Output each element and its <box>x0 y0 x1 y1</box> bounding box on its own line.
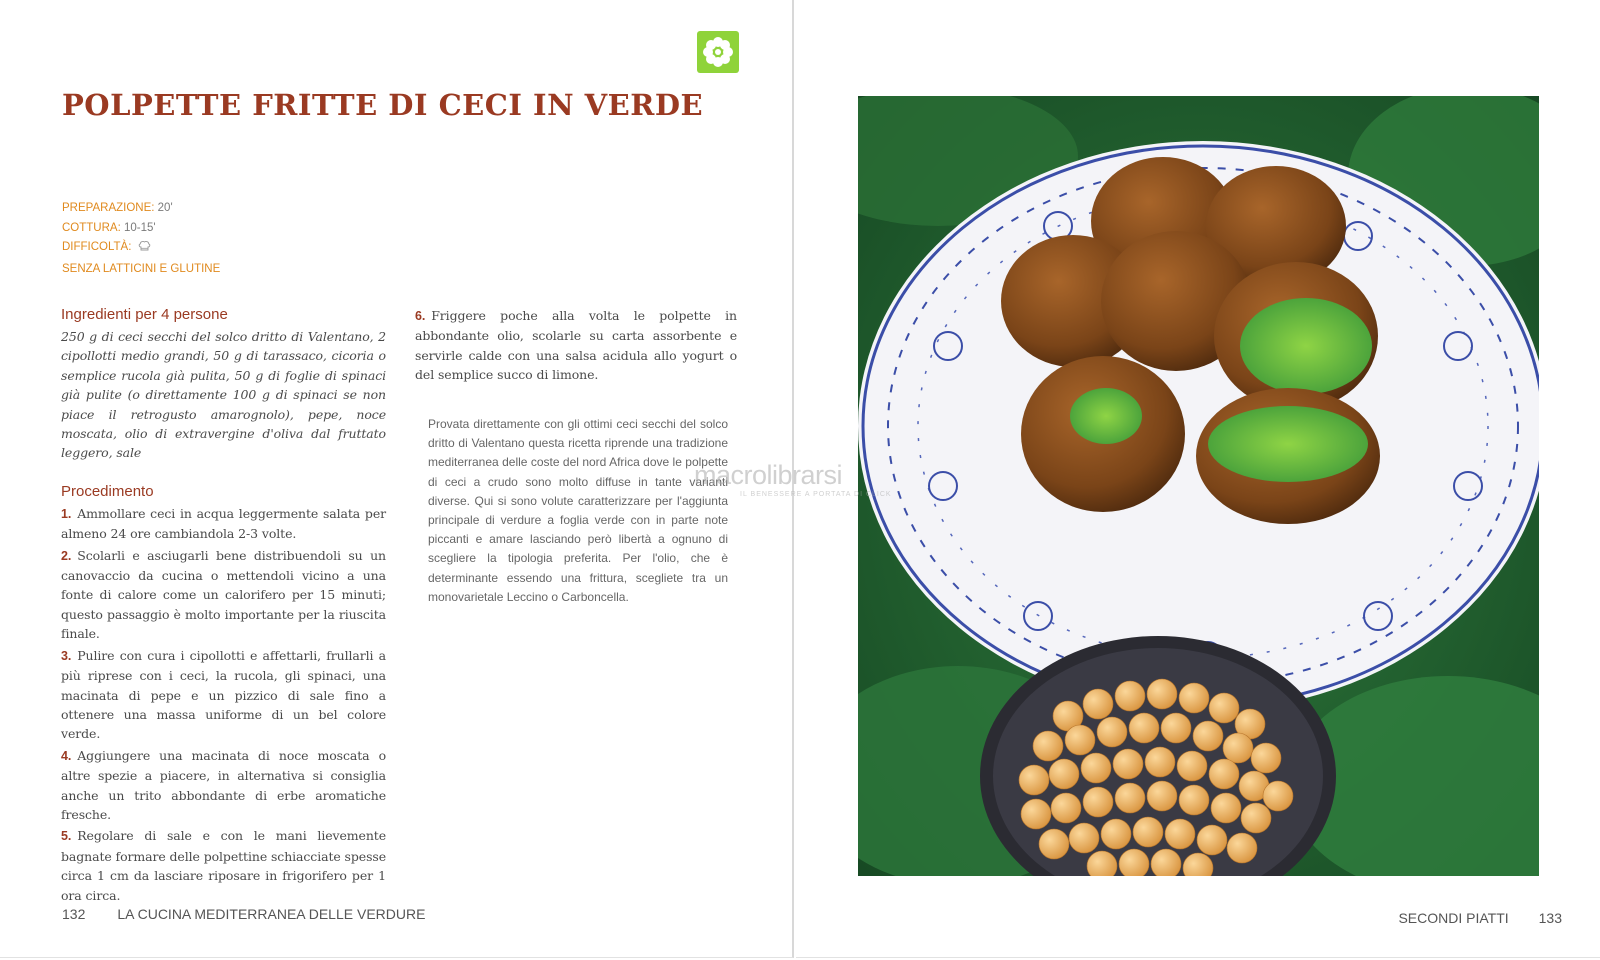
page-number-right: 133 <box>1538 910 1562 926</box>
page-number-left: 132 <box>62 906 86 922</box>
step-3 <box>61 646 386 744</box>
watermark-brand: macrolibrarsi <box>694 460 843 490</box>
step-number: 6. <box>415 309 426 323</box>
chef-hat-icon <box>138 239 151 260</box>
step-6 <box>415 306 737 385</box>
step-text: Aggiungere una macinata di noce moscata o altre spezie a piacere, in alternativa si consiglia anche un trito abbondante di erbe aromatiche fresche. <box>61 747 386 822</box>
step-number: 1. <box>61 506 72 521</box>
difficulty-label: DIFFICOLTÀ: <box>62 241 132 253</box>
step-text: Scolarli e asciugarli bene distribuendoli su un canovaccio da cucina o mettendoli vicino a una fonte di calore come un calorifero per 15 minuti; questo passaggio è molto importante per la riuscita finale. <box>61 547 386 642</box>
ingredients-heading: Ingredienti per 4 persone <box>61 306 228 323</box>
recipe-note: Provata direttamente con gli ottimi ceci secchi del solco dritto di Valentano questa ricetta riprende una tradizione mediterranea delle coste del nord Africa dove le polpette di ceci a crudo sono molto diffuse in tante varianti diverse. Qui si sono volute caratterizzare per l'aggiunta principale di verdure a foglia verde con in parte note piccanti e amare lasciando però libertà a ognuno di scegliere la tipologia preferita. Per l'olio, che è determinante essendo una frittura, scegliete tra un monovarietale Leccino o Carboncella. <box>428 417 728 604</box>
step-4 <box>61 746 386 825</box>
cook-time <box>62 219 220 239</box>
flower-icon <box>697 31 739 73</box>
step-2 <box>61 546 386 644</box>
difficulty <box>62 238 220 260</box>
left-page <box>0 0 794 958</box>
watermark-tagline: IL BENESSERE A PORTATA DI CLICK <box>740 491 892 498</box>
recipe-meta <box>62 199 220 279</box>
recipe-column-1 <box>61 306 386 907</box>
running-head: LA CUCINA MEDITERRANEA DELLE VERDURE <box>117 906 426 922</box>
recipe-title: POLPETTE FRITTE DI CECI IN VERDE <box>62 88 704 122</box>
dish-photo <box>858 96 1539 876</box>
prep-label: PREPARAZIONE: <box>62 202 155 214</box>
step-text: Ammollare ceci in acqua leggermente salata per almeno 24 ore cambiandola 2-3 volte. <box>61 505 386 542</box>
step-number: 2. <box>61 548 72 563</box>
step-number: 5. <box>61 829 72 844</box>
right-footer <box>1398 910 1562 926</box>
cook-value: 10-15' <box>123 221 156 234</box>
step-number: 3. <box>61 648 72 663</box>
procedure-heading: Procedimento <box>61 482 154 500</box>
step-1 <box>61 504 386 544</box>
diet-label: SENZA LATTICINI E GLUTINE <box>62 262 221 275</box>
step-text: Pulire con cura i cipollotti e affettarli, frullarli a più riprese con i ceci, la rucola, gli spinaci, una macinata di pepe e un pizzico di sale fino a ottenere una massa uniforme di un bel colore verde. <box>61 647 386 742</box>
step-5 <box>61 826 386 905</box>
left-footer <box>62 906 425 922</box>
prep-time <box>62 199 220 219</box>
recipe-column-2 <box>415 306 737 387</box>
step-text: Friggere poche alla volta le polpette in abbondante olio, scolarle su carta assorbente e servirle calde con una salsa acidula allo yogurt o del semplice succo di limone. <box>415 308 737 383</box>
step-number: 4. <box>61 748 72 763</box>
prep-value: 20' <box>157 202 173 214</box>
section-name: SECONDI PIATTI <box>1398 910 1509 926</box>
step-text: Regolare di sale e con le mani lievemente bagnate formare delle polpettine schiacciate spesse circa 1 cm da lasciare riposare in frigorifero per 1 ora circa. <box>61 828 386 903</box>
ingredients-text: 250 g di ceci secchi del solco dritto di Valentano, 2 cipollotti medio grandi, 50 g di tarassaco, cicoria o semplice rucola già pulita, 50 g di foglie di spinaci già pulite (o direttamente 100 g di spinaci se non piace il retrogusto amarognolo), pepe, noce moscata, olio di extravergine d'oliva dal fruttato leggero, sale <box>61 329 386 461</box>
cook-label: COTTURA: <box>62 221 121 234</box>
